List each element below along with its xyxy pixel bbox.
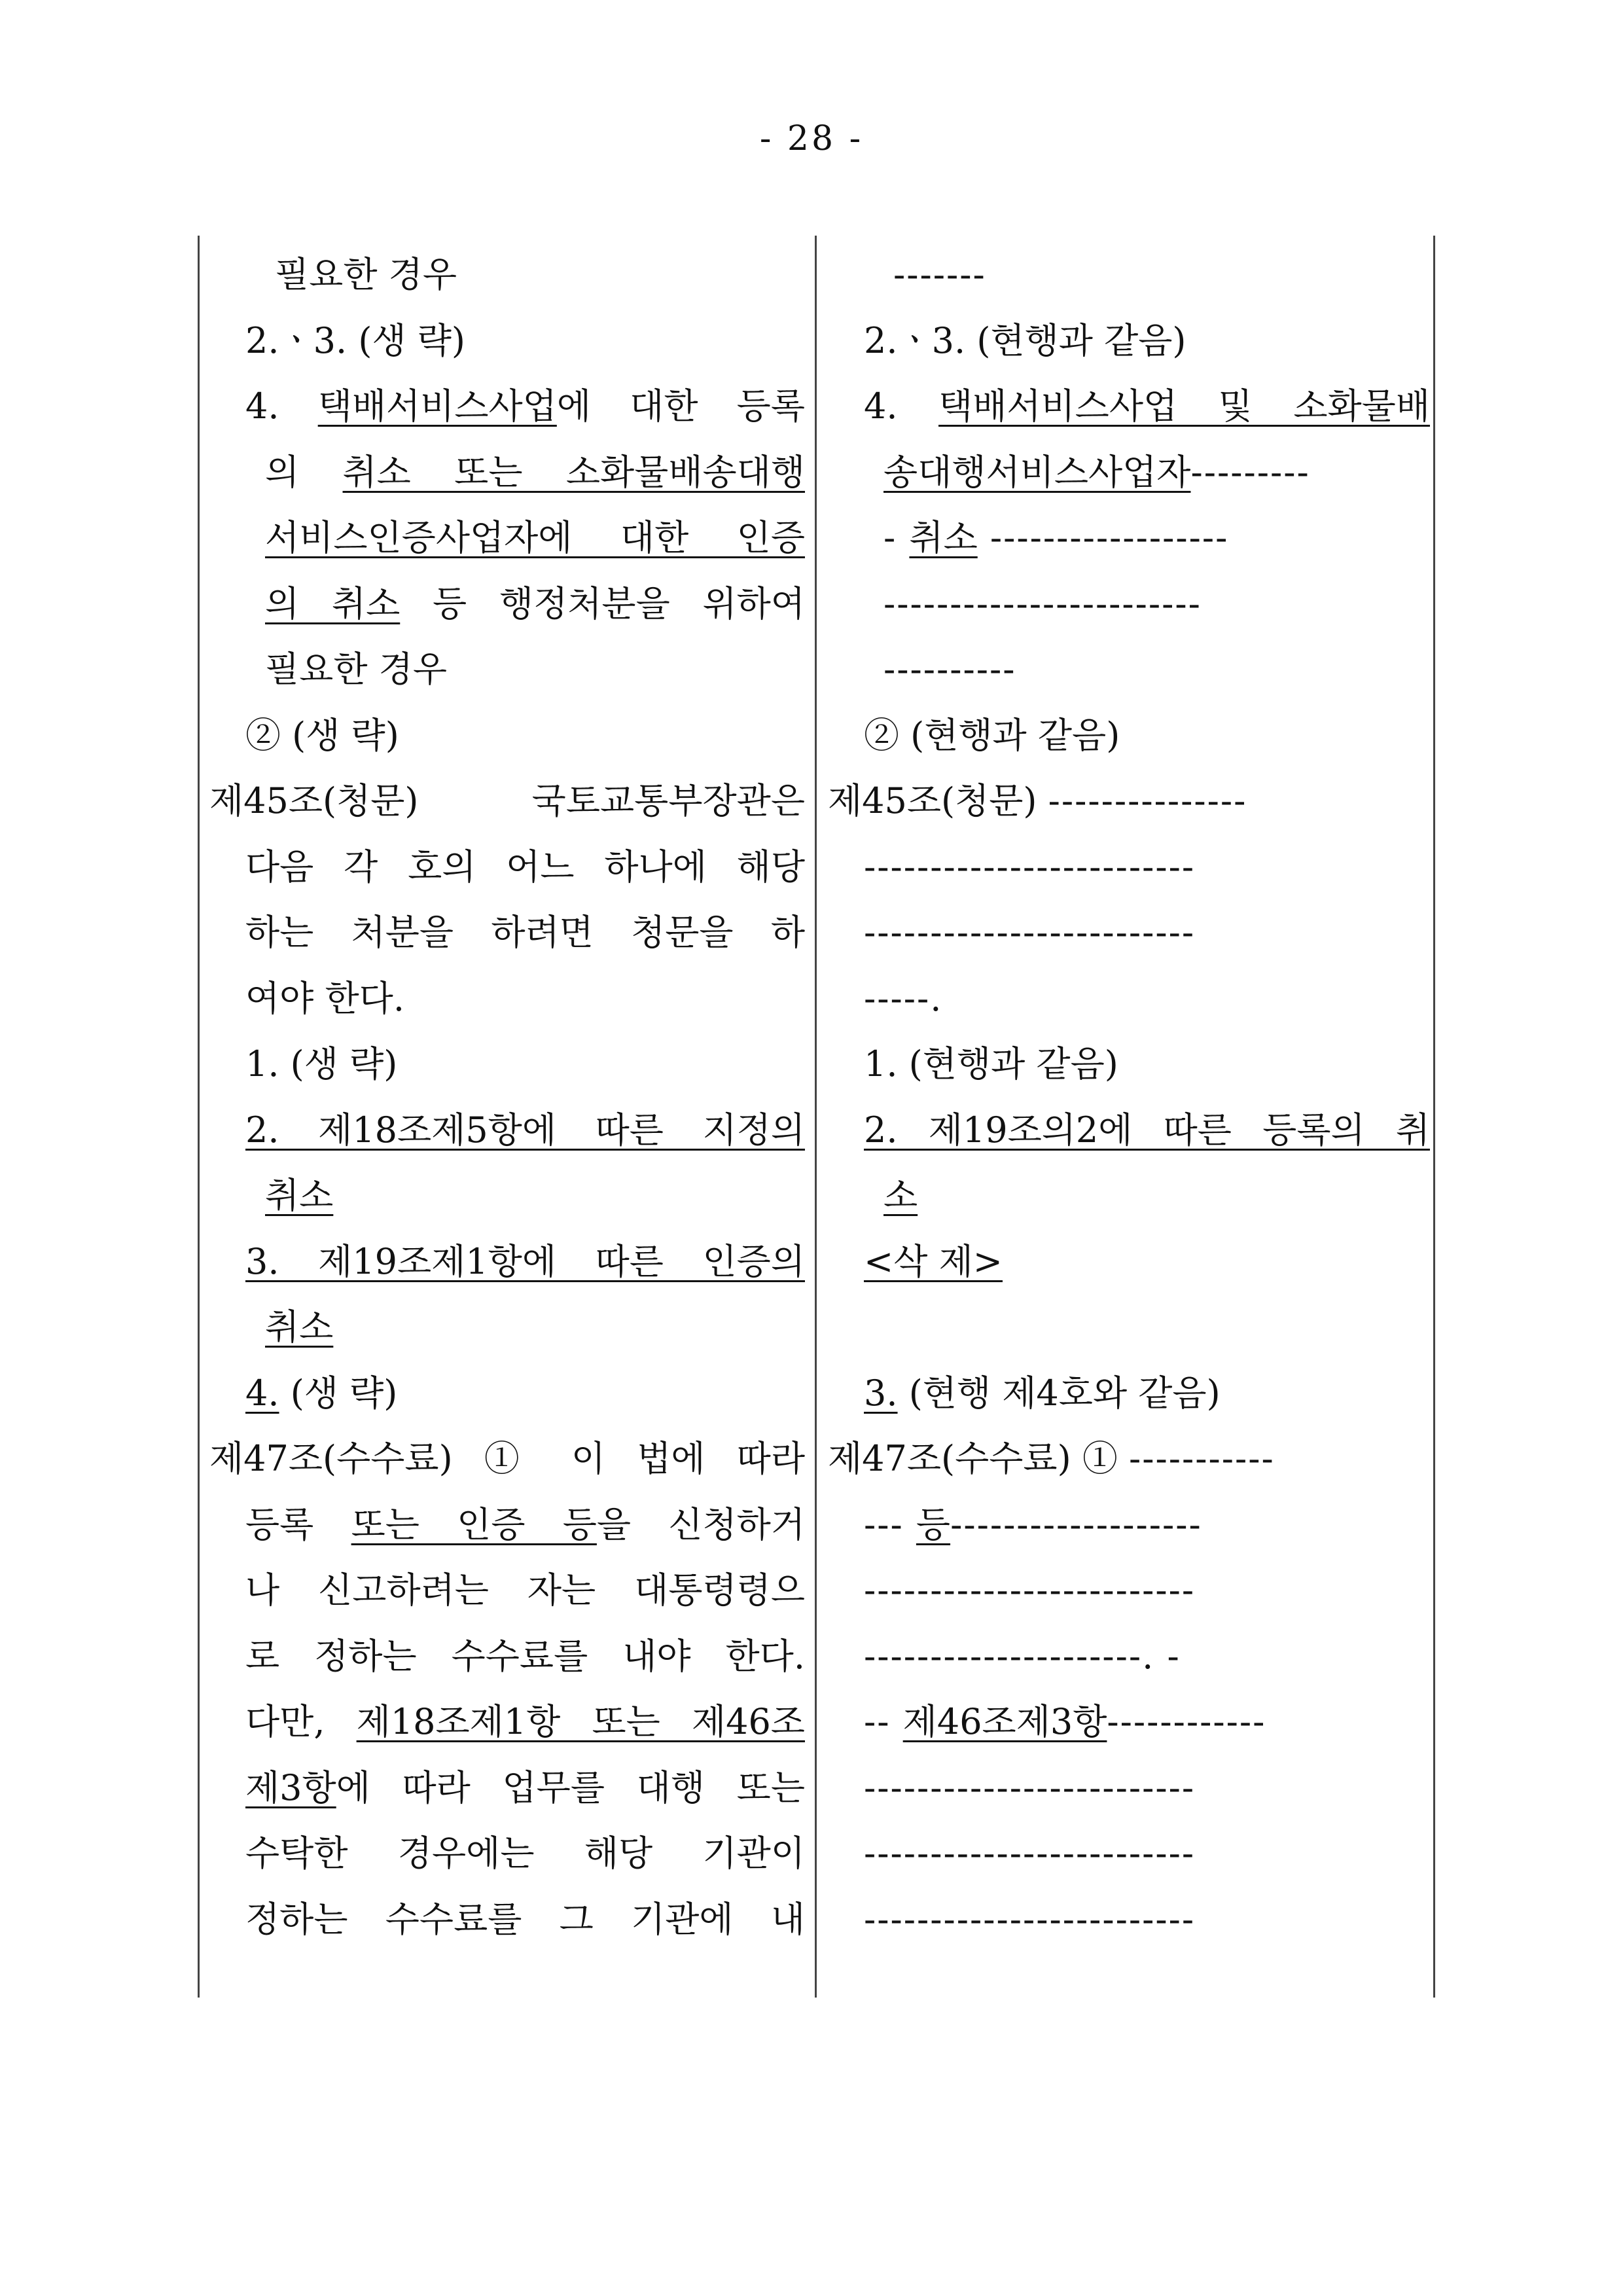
underlined-text: 소 <box>883 1175 918 1216</box>
left-text-line <box>245 1689 805 1755</box>
left-text-line <box>245 308 805 374</box>
left-text-line <box>245 966 805 1031</box>
text-segment: 여야 한다. <box>245 977 404 1019</box>
text-segment: 등 행정처분을 위하여 <box>400 583 805 624</box>
text-segment: 4. <box>245 386 318 427</box>
left-text-line <box>245 703 805 768</box>
dash-filler: ------------------------- <box>864 1570 1196 1611</box>
underlined-text: 또는 인증 등 <box>351 1503 597 1545</box>
dash-filler: ------------------ <box>977 517 1229 558</box>
right-text-line <box>864 1558 1430 1623</box>
dash-filler: --------- <box>1190 451 1310 493</box>
text-segment: 1. (현행과 같음) <box>864 1043 1118 1085</box>
page-number: - 28 - <box>759 119 864 158</box>
dash-filler: ------------ <box>1107 1701 1266 1742</box>
text-segment: 에 따라 업무를 대행 또는 <box>336 1767 805 1808</box>
underlined-text: 2. 제19조의2에 따른 등록의 취 <box>864 1109 1430 1151</box>
text-segment: 수탁한 경우에는 해당 기관이 <box>245 1833 805 1874</box>
right-text-line <box>864 308 1430 374</box>
dash-filler: ------- <box>893 254 986 295</box>
left-text-line <box>245 1887 805 1952</box>
text-segment: 제47조(수수료) ① <box>828 1438 1129 1479</box>
text-segment: 다만, <box>245 1701 357 1742</box>
left-text-line <box>265 1163 805 1229</box>
underlined-text: 4. <box>245 1372 279 1414</box>
right-text-line <box>828 1426 1430 1492</box>
right-text-line <box>864 1098 1430 1163</box>
left-text-line <box>265 571 805 637</box>
underlined-text: 취소 <box>265 1306 334 1348</box>
dash-filler: ------------------------- <box>864 846 1196 888</box>
left-text-line <box>265 1295 805 1360</box>
text-segment: 등록 <box>245 1503 351 1545</box>
underlined-text: 2. 제18조제5항에 따른 지정의 <box>245 1109 805 1151</box>
right-text-line <box>864 900 1430 965</box>
right-text-line <box>883 571 1430 637</box>
dash-filler: - <box>883 517 910 558</box>
underlined-text: 등 <box>916 1503 951 1545</box>
right-text-line <box>864 1361 1430 1426</box>
underlined-text: 취소 또는 소화물배송대행 <box>342 451 805 493</box>
left-text-line <box>265 505 805 571</box>
dash-filler: ---------- <box>883 649 1016 690</box>
dash-filler: ----------- <box>1129 1438 1275 1479</box>
text-segment: 2.ㆍ3. (생 략) <box>245 319 465 361</box>
dash-filler: -- <box>864 1701 903 1742</box>
text-segment: 에 대한 등록 <box>556 386 805 427</box>
text-segment: 필요한 경우 <box>265 649 447 690</box>
underlined-text: <삭 제> <box>864 1240 1003 1282</box>
text-segment: 나 신고하려는 자는 대통령령으 <box>245 1570 805 1611</box>
dash-filler: ------------------------ <box>883 583 1202 624</box>
dash-filler: ------------------------- <box>864 912 1196 953</box>
text-segment: (현행 제4호와 같음) <box>897 1372 1221 1414</box>
text-segment: 제45조(청문) 국토교통부장관은 <box>209 780 805 821</box>
left-text-line <box>245 1755 805 1821</box>
left-text-line <box>275 242 805 308</box>
dash-filler: --- <box>864 1503 916 1545</box>
text-segment: ② (현행과 같음) <box>864 714 1120 756</box>
left-text-line <box>245 1361 805 1426</box>
dash-filler: ---------------------. - <box>864 1635 1181 1677</box>
column-divider-right <box>1433 236 1435 1998</box>
underlined-text: 제3항 <box>245 1767 336 1808</box>
underlined-text: 제46조제3항 <box>902 1701 1107 1742</box>
right-text-line <box>864 1821 1430 1886</box>
text-segment: 제45조(청문) <box>828 780 1048 821</box>
dash-filler: ------------------- <box>950 1503 1202 1545</box>
left-text-line <box>245 1558 805 1623</box>
text-segment: ② (생 략) <box>245 714 399 756</box>
left-text-line <box>245 1031 805 1097</box>
text-segment: 정하는 수수료를 그 기관에 내 <box>245 1898 805 1940</box>
underlined-text: 3. 제19조제1항에 따른 인증의 <box>245 1240 805 1282</box>
right-text-line <box>828 768 1430 834</box>
left-text-line <box>245 374 805 439</box>
right-text-line <box>883 1163 1430 1229</box>
left-text-line <box>245 834 805 900</box>
text-segment: (생 략) <box>279 1372 398 1414</box>
text-segment: 의 <box>265 451 343 493</box>
left-text-line <box>245 1229 805 1295</box>
right-text-line <box>883 440 1430 505</box>
text-segment: 제47조(수수료) ① 이 법에 따라 <box>209 1438 805 1479</box>
text-segment: 하는 처분을 하려면 청문을 하 <box>245 912 805 953</box>
right-text-line <box>883 637 1430 702</box>
right-text-line <box>864 1624 1430 1689</box>
right-text-line <box>864 1887 1430 1952</box>
left-text-line <box>265 440 805 505</box>
right-text-line <box>864 703 1430 768</box>
right-text-line <box>893 242 1430 308</box>
left-text-line <box>245 1098 805 1163</box>
text-segment: 다음 각 호의 어느 하나에 해당 <box>245 846 805 888</box>
dash-filler: ------------------------- <box>864 1833 1196 1874</box>
underlined-text: 송대행서비스사업자 <box>883 451 1191 493</box>
right-text-line <box>883 505 1430 571</box>
dash-filler: ------------------------- <box>864 1767 1196 1808</box>
right-text-line <box>864 1295 1430 1360</box>
left-text-line <box>209 1426 805 1492</box>
left-text-line <box>245 1492 805 1558</box>
underlined-text: 취소 <box>909 517 978 558</box>
right-text-line <box>864 1031 1430 1097</box>
column-divider-left <box>198 236 200 1998</box>
underlined-text: 택배서비스사업 및 소화물배 <box>938 386 1430 427</box>
text-segment: 1. (생 략) <box>245 1043 398 1085</box>
right-text-line <box>864 1755 1430 1821</box>
text-segment: 을 신청하거 <box>596 1503 805 1545</box>
underlined-text: 의 취소 <box>265 583 401 624</box>
left-text-line <box>245 900 805 965</box>
text-segment: 필요한 경우 <box>275 254 457 295</box>
dash-filler: --------------- <box>1048 780 1247 821</box>
underlined-text: 제18조제1항 또는 제46조 <box>356 1701 805 1742</box>
right-text-line <box>864 1492 1430 1558</box>
dash-filler: ------------------------- <box>864 1898 1196 1940</box>
underlined-text: 취소 <box>265 1175 334 1216</box>
right-text-line <box>864 834 1430 900</box>
left-text-line <box>245 1821 805 1886</box>
left-text-line <box>265 637 805 702</box>
underlined-text: 서비스인증사업자에 대한 인증 <box>265 517 805 558</box>
right-text-line <box>864 1689 1430 1755</box>
column-divider-center <box>815 236 817 1998</box>
left-text-line <box>209 768 805 834</box>
dash-filler: -----. <box>864 977 943 1019</box>
underlined-text: 택배서비스사업 <box>317 386 557 427</box>
text-segment: 2.ㆍ3. (현행과 같음) <box>864 319 1186 361</box>
right-text-line <box>864 966 1430 1031</box>
text-segment: 로 정하는 수수료를 내야 한다. <box>245 1635 805 1677</box>
right-text-line <box>864 374 1430 439</box>
left-text-line <box>245 1624 805 1689</box>
underlined-text: 3. <box>864 1372 898 1414</box>
right-text-line <box>864 1229 1430 1295</box>
text-segment: 4. <box>864 386 939 427</box>
